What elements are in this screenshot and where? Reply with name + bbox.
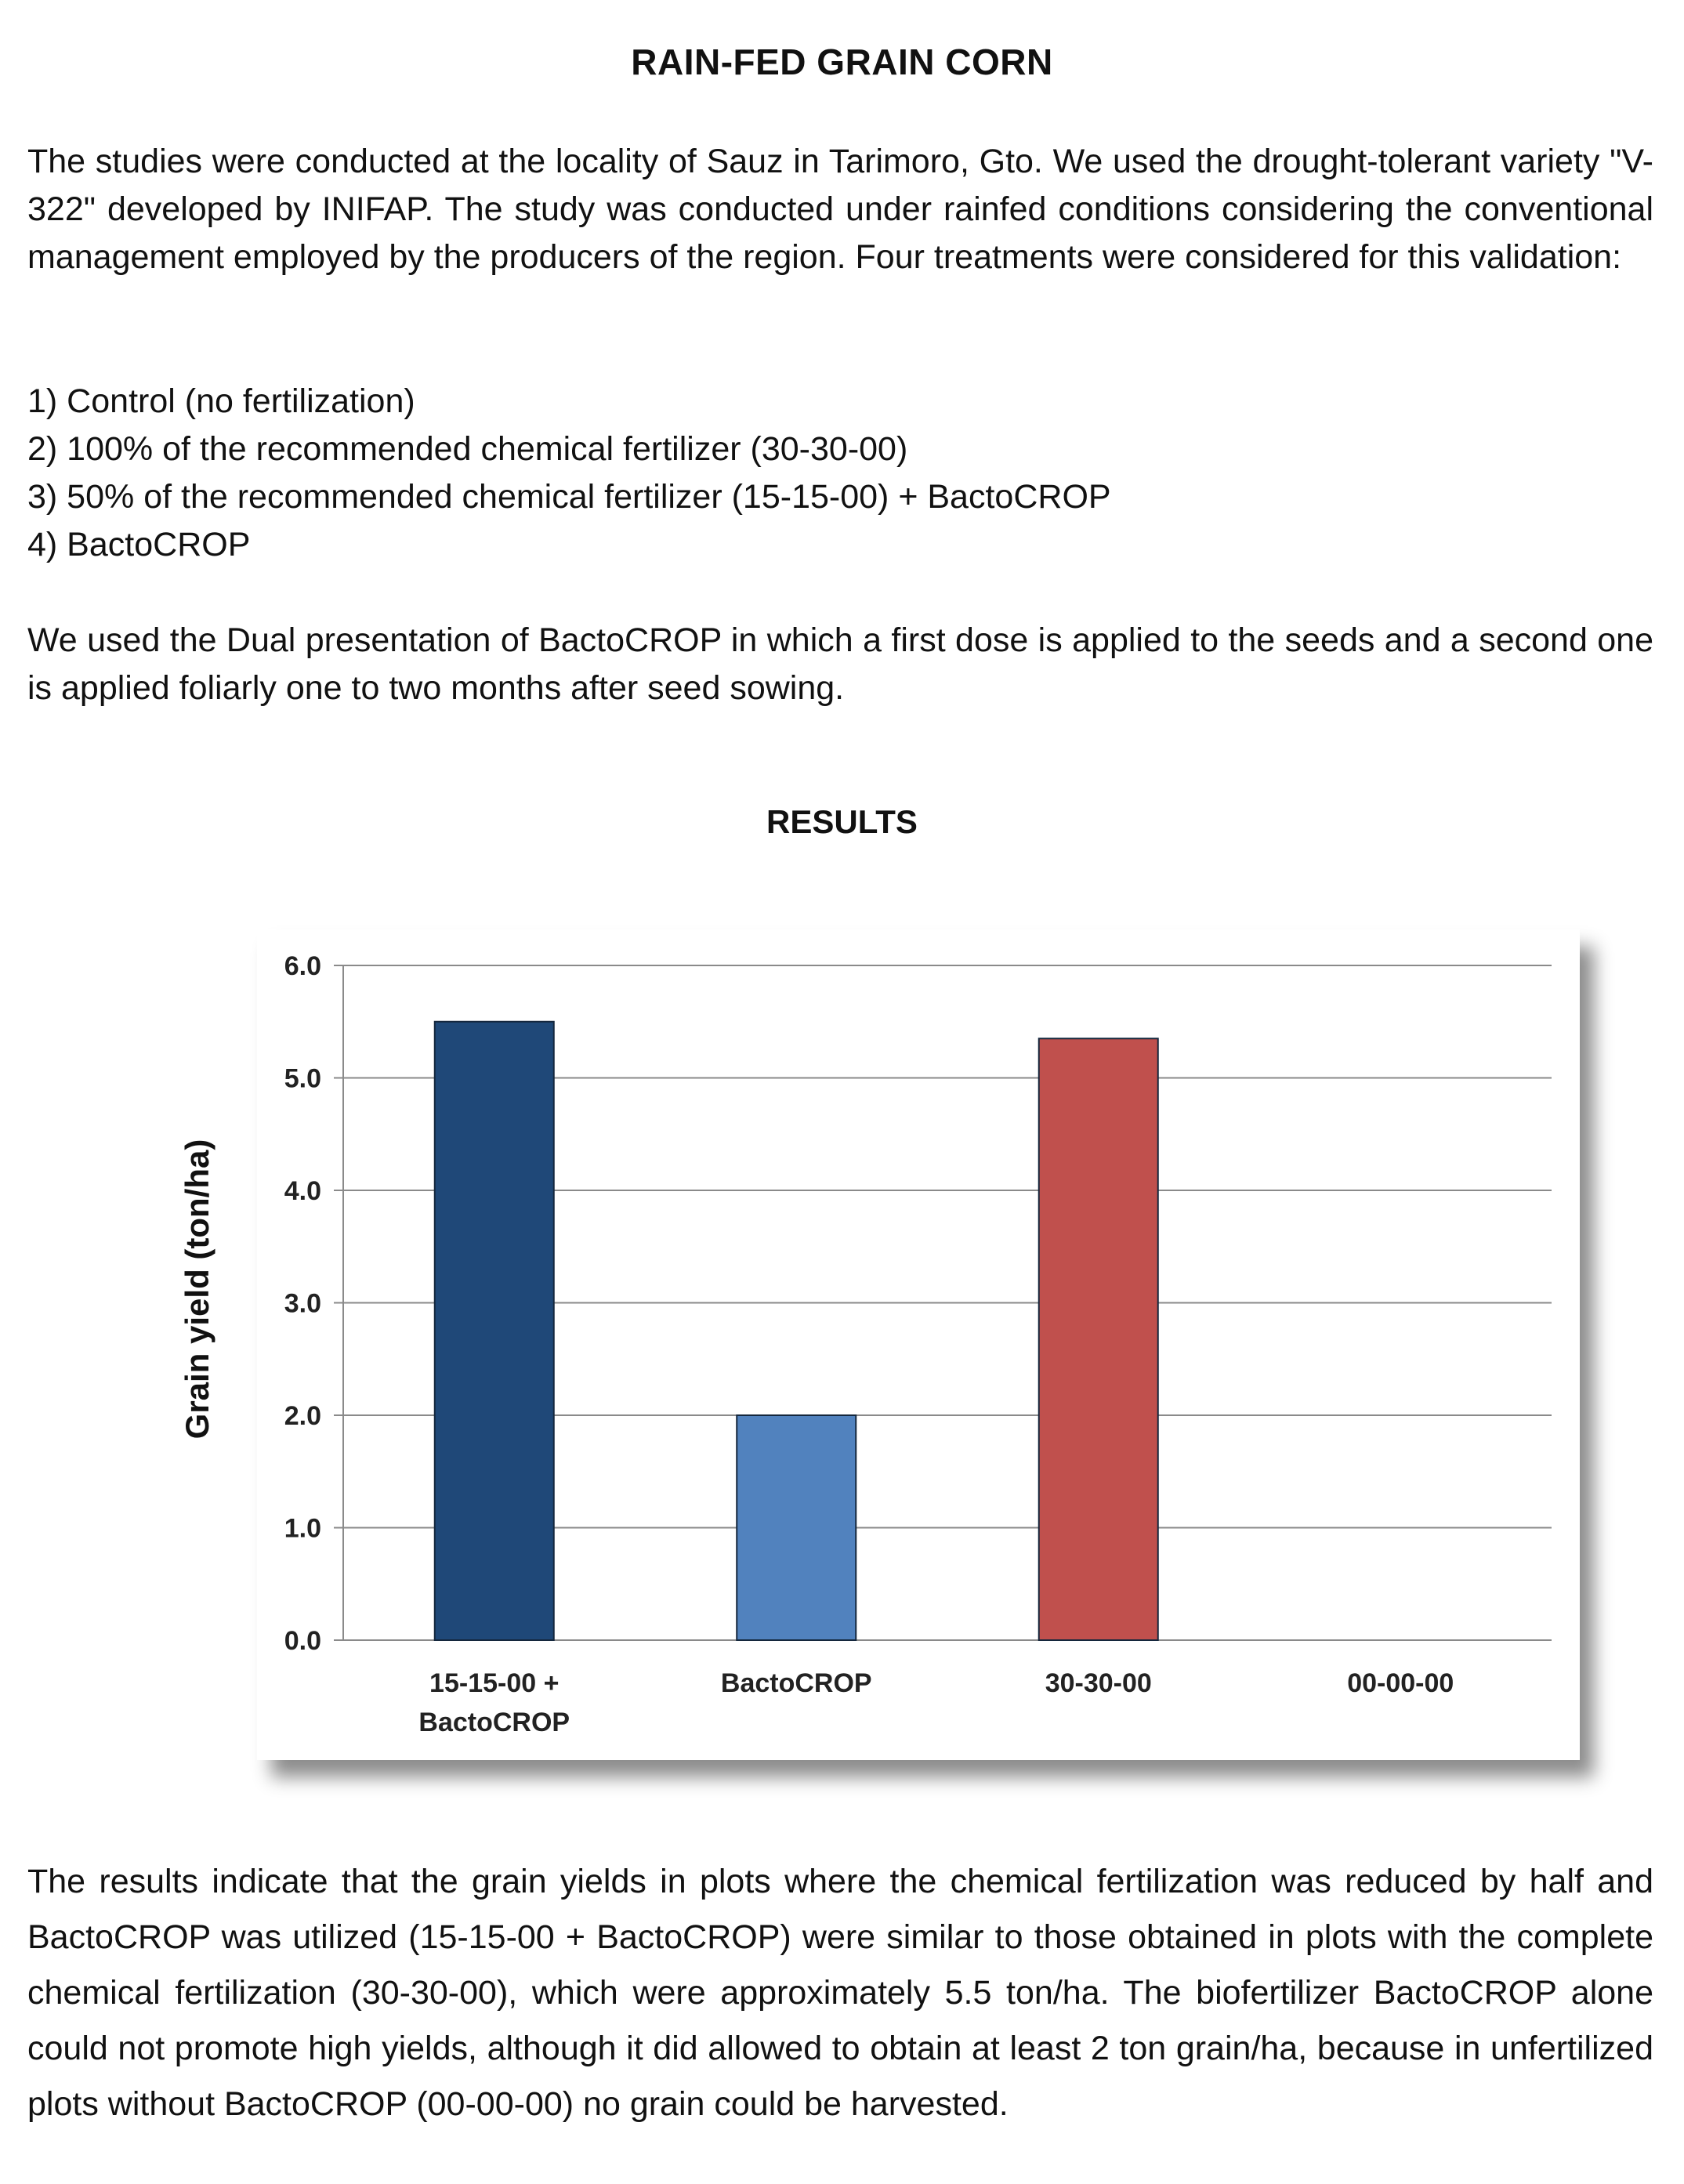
bar (737, 1415, 856, 1640)
y-tick-label: 3.0 (284, 1288, 321, 1319)
y-tick-label: 1.0 (284, 1513, 321, 1544)
bar (1039, 1038, 1158, 1640)
x-tick-label (1347, 1668, 1454, 1698)
chart-container (257, 929, 1580, 1760)
intro-paragraph: The studies were conducted at the locality of Sauz in Tarimoro, Gto. We used the drought-tolerant variety "V-322" developed by INIFAP. The study was conducted under rainfed conditions considering the conventional management employed by the producers of the region. Four treatments were considered for this validation: (27, 143, 1653, 276)
x-tick-label (721, 1668, 872, 1698)
y-tick-label: 5.0 (284, 1063, 321, 1094)
bar-chart (257, 929, 1580, 1760)
bar (435, 1022, 554, 1640)
results-heading: RESULTS (766, 803, 918, 840)
x-tick-label-line: 15-15-00 + (429, 1668, 560, 1698)
y-tick-label: 2.0 (284, 1401, 321, 1431)
x-tick-label-line: BactoCROP (720, 1668, 872, 1698)
conclusion-paragraph: The results indicate that the grain yields in plots where the chemical fertilization was reduced by half and BactoCROP was utilized (15-15-00 + BactoCROP) were similar to those obtained in plots with the complete chemical fertilization (30-30-00), which were approximately 5.5 ton/ha. The biofertilizer BactoCROP alone could not promote high yields, although it did allowed to obtain at least 2 ton grain/ha, because in unfertilized plots without BactoCROP (00-00-00) no grain could be harvested. (27, 1863, 1653, 2123)
treatment-item: 3) 50% of the recommended chemical fertilizer (15-15-00) + BactoCROP (27, 478, 1111, 516)
x-tick-label-line: 30-30-00 (1045, 1668, 1152, 1698)
page-title: RAIN-FED GRAIN CORN (631, 42, 1053, 82)
y-tick-label: 4.0 (284, 1176, 321, 1206)
y-tick-label: 0.0 (284, 1626, 321, 1656)
treatment-list (27, 378, 1111, 569)
dual-presentation-paragraph: We used the Dual presentation of BactoCROP in which a first dose is applied to the seeds and a second one is applied foliarly one to two months after seed sowing. (27, 621, 1653, 707)
x-tick-label-line: 00-00-00 (1347, 1668, 1454, 1698)
x-tick-label-line: BactoCROP (418, 1708, 570, 1737)
y-tick-label: 6.0 (284, 951, 321, 981)
treatment-item: 4) BactoCROP (27, 526, 251, 563)
treatment-item: 2) 100% of the recommended chemical fertilizer (30-30-00) (27, 430, 908, 468)
x-tick-label (418, 1668, 570, 1737)
treatment-item: 1) Control (no fertilization) (27, 382, 415, 420)
x-tick-label (1045, 1668, 1152, 1698)
y-axis-label: Grain yield (ton/ha) (179, 1139, 215, 1440)
